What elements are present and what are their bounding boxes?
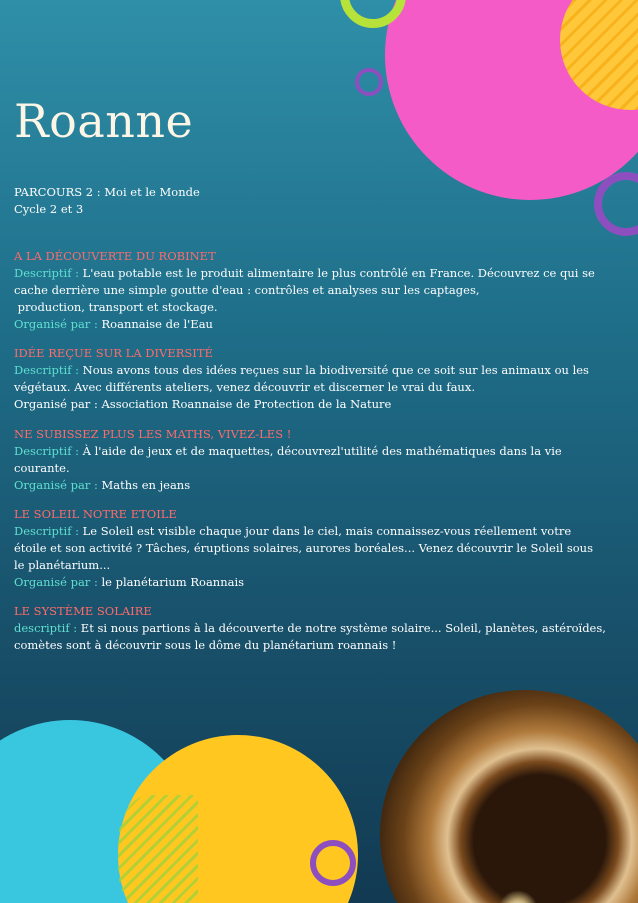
section-title: LE SYSTÈME SOLAIRE: [14, 604, 152, 618]
organizer-label: Organisé par :: [14, 478, 102, 492]
section-organizer: [14, 477, 614, 494]
organizer-value: Association Roannaise de Protection de la Nature: [101, 397, 392, 411]
section-description: [14, 523, 614, 540]
cycle-line: Cycle 2 et 3: [14, 202, 84, 216]
description-label: Descriptif :: [14, 524, 83, 538]
section-title: IDÉE REÇUE SUR LA DIVERSITÉ: [14, 346, 213, 360]
parcours-line: PARCOURS 2 : Moi et le Monde: [14, 185, 200, 199]
description-line: L'eau potable est le produit alimentaire le plus contrôlé en France. Découvrez ce qui se: [82, 266, 595, 280]
section-description: [14, 265, 614, 282]
description-line: Et si nous partions à la découverte de notre système solaire... Soleil, planètes, astéroïdes,: [80, 621, 606, 635]
section-title: A LA DÉCOUVERTE DU ROBINET: [14, 249, 216, 263]
intro-block: [14, 184, 200, 218]
section-soleil: [14, 506, 614, 591]
description-label: descriptif :: [14, 621, 81, 635]
purple-ring-decoration: [355, 68, 383, 96]
section-title: NE SUBISSEZ PLUS LES MATHS, VIVEZ-LES !: [14, 427, 292, 441]
description-line: courante.: [14, 461, 70, 475]
description-line: Le Soleil est visible chaque jour dans le ciel, mais connaissez-vous réellement votre: [82, 524, 572, 538]
organizer-label: Organisé par :: [14, 575, 102, 589]
section-organizer: [14, 396, 614, 413]
description-line: production, transport et stockage.: [14, 300, 218, 314]
description-label: Descriptif :: [14, 444, 83, 458]
section-maths: [14, 426, 614, 494]
description-label: Descriptif :: [14, 363, 83, 377]
section-description: [14, 620, 614, 637]
description-line: le planétarium...: [14, 558, 111, 572]
section-systeme-solaire: [14, 603, 614, 654]
organizer-value: le planétarium Roannais: [101, 575, 245, 589]
description-line: végétaux. Avec différents ateliers, venez découvrir et discerner le vrai du faux.: [14, 380, 475, 394]
organizer-label: Organisé par :: [14, 317, 102, 331]
description-line: comètes sont à découvrir sous le dôme du planétarium roannais !: [14, 638, 397, 652]
green-stripes-decoration: [118, 795, 198, 903]
description-line: À l'aide de jeux et de maquettes, découvrezl'utilité des mathématiques dans la vie: [82, 444, 562, 458]
description-label: Descriptif :: [14, 266, 83, 280]
section-organizer: [14, 316, 614, 333]
page-title: Roanne: [14, 94, 194, 148]
section-title: LE SOLEIL NOTRE ETOILE: [14, 507, 177, 521]
section-diversite: [14, 345, 614, 413]
section-description: [14, 443, 614, 460]
description-line: Nous avons tous des idées reçues sur la biodiversité que ce soit sur les animaux ou les: [82, 363, 589, 377]
section-description: [14, 362, 614, 379]
description-line: cache derrière une simple goutte d'eau : contrôles et analyses sur les captages,: [14, 283, 480, 297]
eclipse-photo: [380, 690, 638, 903]
organizer-value: Roannaise de l'Eau: [101, 317, 213, 331]
description-line: étoile et son activité ? Tâches, éruptions solaires, aurores boréales... Venez découvrir le Soleil sous: [14, 541, 593, 555]
section-robinet: [14, 248, 614, 333]
section-organizer: [14, 574, 614, 591]
organizer-value: Maths en jeans: [101, 478, 191, 492]
organizer-label: Organisé par :: [14, 397, 102, 411]
purple-ring-bottom-decoration: [310, 840, 356, 886]
